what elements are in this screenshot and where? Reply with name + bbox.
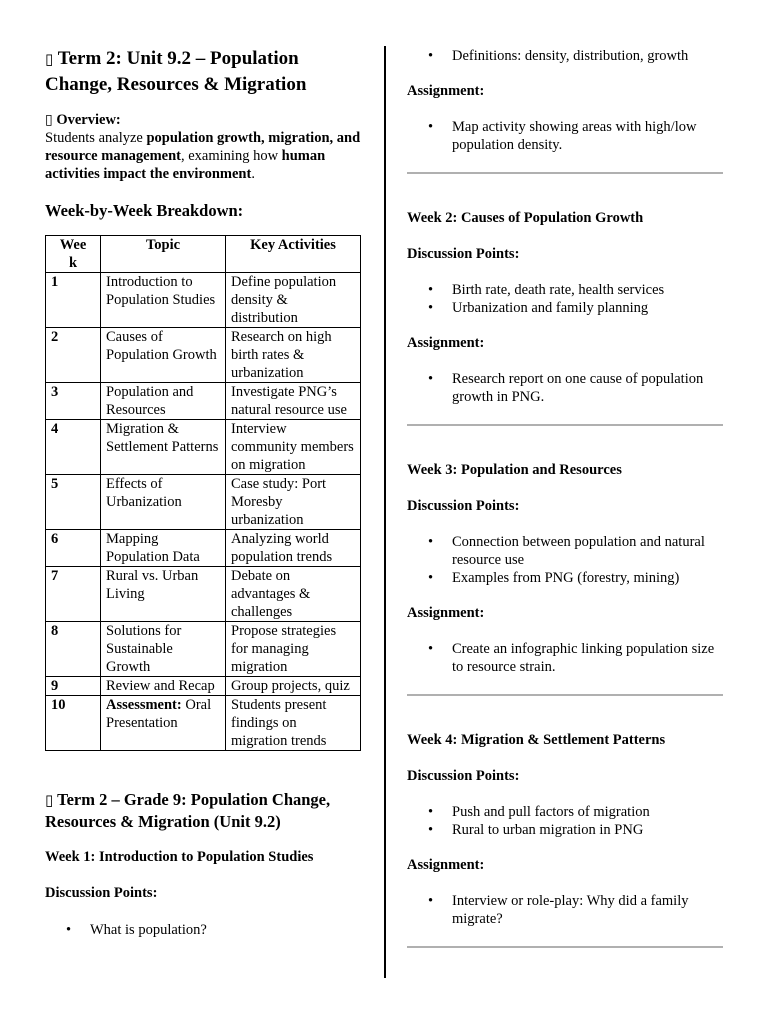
- table-row: [46, 567, 361, 622]
- list-item: • Rural to urban migration in PNG: [452, 821, 725, 839]
- week4-title: Week 4: Migration & Settlement Patterns: [407, 732, 666, 748]
- activities-cell: Debate on advantages & challenges: [226, 567, 361, 622]
- topic-cell: Solutions for Sustainable Growth: [101, 622, 226, 677]
- header-activities: Key Activities: [226, 236, 361, 273]
- topic-cell: Mapping Population Data: [101, 530, 226, 567]
- week4-points-list: [407, 803, 725, 839]
- week1-title: Week 1: Introduction to Population Studies: [45, 849, 314, 865]
- list-item: • Definitions: density, distribution, growth: [452, 47, 725, 65]
- week2-assignment-label: Assignment:: [407, 335, 485, 351]
- table-row: [46, 530, 361, 567]
- missing-glyph-icon: ▯: [45, 791, 54, 809]
- topic-cell: Introduction to Population Studies: [101, 273, 226, 328]
- week-number-cell: 8: [46, 622, 101, 677]
- week1-assignment-label: Assignment:: [407, 83, 485, 99]
- week1-discussion-label: Discussion Points:: [45, 885, 158, 901]
- table-header-row: [46, 236, 361, 273]
- topic-cell: Migration & Settlement Patterns: [101, 420, 226, 475]
- activities-cell: Group projects, quiz: [226, 677, 361, 696]
- section-divider: [407, 172, 723, 174]
- list-item: • Birth rate, death rate, health services: [452, 281, 725, 299]
- table-row: [46, 420, 361, 475]
- week-number-cell: 7: [46, 567, 101, 622]
- week4-discussion-label: Discussion Points:: [407, 768, 520, 784]
- activities-cell: Case study: Port Moresby urbanization: [226, 475, 361, 530]
- week-number-cell: 5: [46, 475, 101, 530]
- section-divider: [407, 694, 723, 696]
- missing-glyph-icon: ▯: [45, 50, 54, 68]
- week1-points-list-cont: [407, 47, 725, 65]
- column-divider: [384, 46, 386, 978]
- week2-title: Week 2: Causes of Population Growth: [407, 210, 644, 226]
- right-column: [407, 0, 725, 948]
- topic-cell: Rural vs. Urban Living: [101, 567, 226, 622]
- breakdown-heading: Week-by-Week Breakdown:: [45, 201, 244, 220]
- week4-assignment-label: Assignment:: [407, 857, 485, 873]
- table-row: [46, 383, 361, 420]
- list-item: • Map activity showing areas with high/low population density.: [452, 118, 725, 154]
- table-body: [46, 273, 361, 751]
- week3-points-list: [407, 533, 725, 587]
- list-item: • Interview or role-play: Why did a family migrate?: [452, 892, 725, 928]
- topic-cell: Assessment: Oral Presentation: [101, 696, 226, 751]
- week3-discussion-label: Discussion Points:: [407, 498, 520, 514]
- list-item: • Urbanization and family planning: [452, 299, 725, 317]
- topic-cell: Causes of Population Growth: [101, 328, 226, 383]
- list-item: • Push and pull factors of migration: [452, 803, 725, 821]
- activities-cell: Students present findings on migration trends: [226, 696, 361, 751]
- table-row: [46, 475, 361, 530]
- overview-section: [45, 111, 363, 183]
- activities-cell: Analyzing world population trends: [226, 530, 361, 567]
- section-divider: [407, 424, 723, 426]
- activities-cell: Define population density & distribution: [226, 273, 361, 328]
- table-row: [46, 273, 361, 328]
- list-item: • What is population?: [90, 921, 363, 939]
- overview-heading: ▯ Overview:: [45, 112, 121, 128]
- week2-points-list: [407, 281, 725, 317]
- week3-assignment-label: Assignment:: [407, 605, 485, 621]
- week1-assignment-list: [407, 118, 725, 154]
- list-item: • Create an infographic linking population size to resource strain.: [452, 640, 725, 676]
- week4-assignment-list: [407, 892, 725, 928]
- activities-cell: Investigate PNG’s natural resource use: [226, 383, 361, 420]
- list-item: • Connection between population and natural resource use: [452, 533, 725, 569]
- activities-cell: Propose strategies for managing migration: [226, 622, 361, 677]
- week1-points-list: [45, 921, 363, 939]
- table-row: [46, 677, 361, 696]
- section-divider: [407, 946, 723, 948]
- header-week: Wee k: [46, 236, 101, 273]
- unit-title: ▯ Term 2: Unit 9.2 – Population Change, Resources & Migration: [45, 48, 307, 95]
- week3-title: Week 3: Population and Resources: [407, 462, 622, 478]
- week-number-cell: 1: [46, 273, 101, 328]
- topic-cell: Review and Recap: [101, 677, 226, 696]
- week-number-cell: 4: [46, 420, 101, 475]
- activities-cell: Research on high birth rates & urbanization: [226, 328, 361, 383]
- week-number-cell: 9: [46, 677, 101, 696]
- week-table: [45, 235, 361, 751]
- table-row: [46, 328, 361, 383]
- week-number-cell: 3: [46, 383, 101, 420]
- week-number-cell: 2: [46, 328, 101, 383]
- table-row: [46, 622, 361, 677]
- left-column: [45, 0, 363, 939]
- activities-cell: Interview community members on migration: [226, 420, 361, 475]
- list-item: • Examples from PNG (forestry, mining): [452, 569, 725, 587]
- week2-assignment-list: [407, 370, 725, 406]
- week2-discussion-label: Discussion Points:: [407, 246, 520, 262]
- header-topic: Topic: [101, 236, 226, 273]
- week-number-cell: 10: [46, 696, 101, 751]
- overview-text: Students analyze population growth, migration, and resource management, examining how human activities impact the environment.: [45, 130, 361, 182]
- missing-glyph-icon: ▯: [45, 112, 53, 128]
- grade-title: ▯ Term 2 – Grade 9: Population Change, Resources & Migration (Unit 9.2): [45, 790, 331, 831]
- week-number-cell: 6: [46, 530, 101, 567]
- topic-cell: Effects of Urbanization: [101, 475, 226, 530]
- topic-cell: Population and Resources: [101, 383, 226, 420]
- week3-assignment-list: [407, 640, 725, 676]
- table-row: [46, 696, 361, 751]
- list-item: • Research report on one cause of population growth in PNG.: [452, 370, 725, 406]
